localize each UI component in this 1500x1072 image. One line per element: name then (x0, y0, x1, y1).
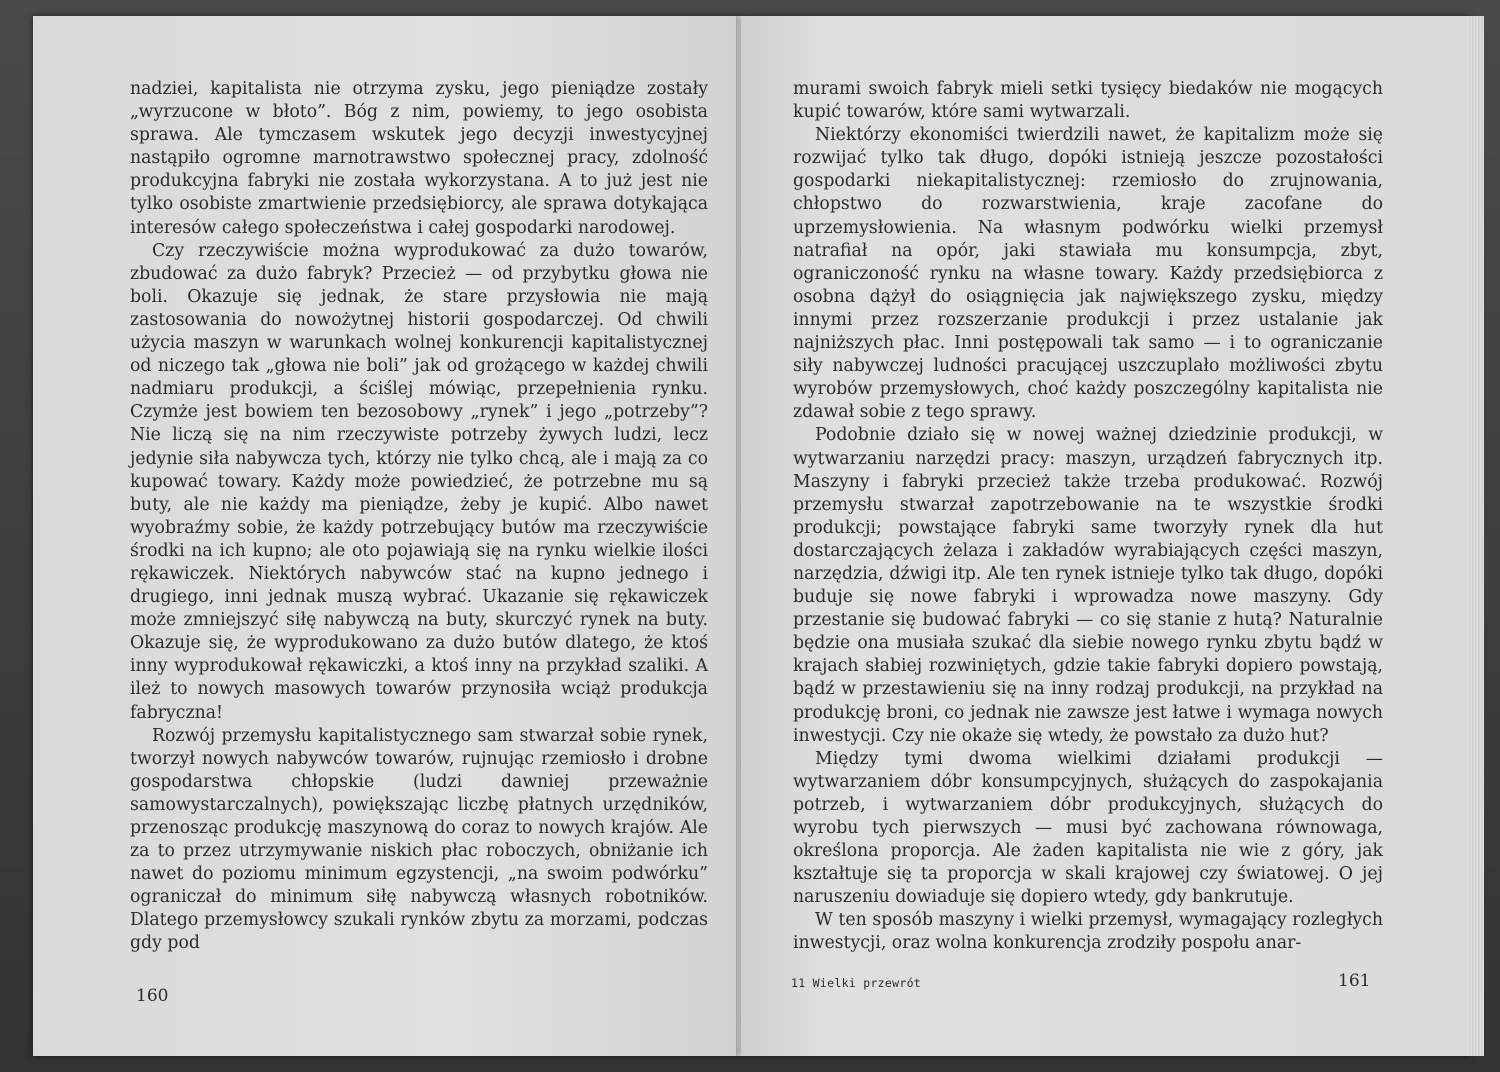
right-paragraph-5: W ten sposób maszyny i wielki przemysł, wymagający rozległych inwestycji, oraz wolna konkurencja zrodziły pospołu anar- (793, 910, 1383, 954)
right-paragraph-1: murami swoich fabryk mieli setki tysięcy biedaków nie mogących kupić towarów, które sami wytwarzali. (793, 79, 1383, 123)
page-edges (1470, 16, 1484, 1056)
right-paragraph-2: Niektórzy ekonomiści twierdzili nawet, że kapitalizm może się rozwijać tylko tak długo, dopóki istnieją jeszcze pozostałości gospodarki niekapitalistycznej: rzemiosło do zrujnowania, chłopstwo do rozwarstwienia, kraje zacofane do uprzemysłowienia. Na własnym podwórku wielki przemysł natrafiał na opór, jaki stawiała mu konsumpcja, zbyt, ograniczoność rynku na własne towary. Każdy przedsiębiorca z osobna dążył do osiągnięcia jak największego zysku, między innymi przez rozszerzanie produkcji i przez ustalanie jak najniższych płac. Inni postępowali tak samo — i to ograniczanie siły nabywczej ludności pracującej uszczuplało możliwości zbytu wyrobów przemysłowych, choć każdy poszczególny kapitalista nie zdawał sobie z tego sprawy. (793, 125, 1383, 423)
right-page-text (793, 78, 1383, 956)
left-page (33, 16, 741, 1056)
left-paragraph-3: Rozwój przemysłu kapitalistycznego sam stwarzał sobie rynek, tworzył nowych nabywców towarów, rujnując rzemiosło i drobne gospodarstwa chłopskie (ludzi dawniej przeważnie samowystarczalnych), powiększając liczbę płatnych urzędników, przenosząc produkcję maszynową do coraz to nowych krajów. Ale za to przez utrzymywanie niskich płac roboczych, obniżanie ich nawet do poziomu minimum egzystencji, „na swoim podwórku” ograniczał do minimum siłę nabywczą własnych robotników. Dlatego przemysłowcy szukali rynków zbytu za morzami, podczas gdy pod (130, 725, 708, 954)
left-paragraph-2: Czy rzeczywiście można wyprodukować za dużo towarów, zbudować za dużo fabryk? Przecież — od przybytku głowa nie boli. Okazuje się jednak, że stare przysłowia nie mają zastosowania do nowożytnej historii gospodarczej. Od chwili użycia maszyn w warunkach wolnej konkurencji kapitalistycznej od niczego tak „głowa nie boli” jak od grożącego w każdej chwili nadmiaru produkcji, a ściślej mówiąc, przepełnienia rynku. Czymże jest bowiem ten bezosobowy „rynek” i jego „potrzeby”? Nie liczą się na nim rzeczywiste potrzeby żywych ludzi, lecz jedynie siła nabywcza tych, którzy nie tylko chcą, ale i mają za co kupować towary. Każdy może powiedzieć, że potrzebne mu są buty, ale nie każdy ma pieniądze, żeby je kupić. Albo nawet wyobraźmy sobie, że każdy potrzebujący butów ma rzeczywiście środki na ich kupno; ale oto pojawiają się na rynku wielkie ilości rękawiczek. Niektórych nabywców stać na kupno jednego i drugiego, inni jednak muszą wybrać. Ukazanie się rękawiczek może zmniejszyć siłę nabywczą na buty, skurczyć rynek na buty. Okazuje się, że wyprodukowano za dużo butów dlatego, że ktoś inny wyprodukował rękawiczki, a ktoś inny na przykład szaliki. A ileż to nowych masowych towarów przynosiła wciąż produkcja fabryczna! (130, 240, 708, 723)
left-paragraph-1: nadziei, kapitalista nie otrzyma zysku, jego pieniądze zostały „wyrzucone w błoto”. Bóg z nim, powiemy, to jego osobista sprawa. Ale tymczasem wskutek jego decyzji inwestycyjnej nastąpiło ogromne marnotrawstwo społecznej pracy, zdolność produkcyjna fabryki nie została wykorzystana. A to już jest nie tylko osobiste zmartwienie przedsiębiorcy, ale sprawa dotykająca interesów całego społeczeństwa i całej gospodarki narodowej. (130, 79, 708, 238)
right-page-number: 161 (1338, 971, 1371, 991)
printer-signature: 11 Wielki przewrót (791, 976, 922, 990)
right-page (741, 16, 1470, 1056)
right-paragraph-3: Podobnie działo się w nowej ważnej dziedzinie produkcji, w wytwarzaniu narzędzi pracy: maszyn, urządzeń fabrycznych itp. Maszyny i fabryki przecież także trzeba produkować. Rozwój przemysłu stwarzał zapotrzebowanie na te wszystkie środki produkcji; powstające fabryki same tworzyły rynek dla hut dostarczających żelaza i zakładów wyrabiających części maszyn, narzędzia, dźwigi itp. Ale ten rynek istnieje tylko tak długo, dopóki buduje się nowe fabryki i wprowadza nowe maszyny. Gdy przestanie się budować fabryki — co się stanie z hutą? Naturalnie będzie ona musiała szukać dla siebie nowego rynku zbytu bądź w krajach słabiej rozwiniętych, gdzie takie fabryki dopiero powstają, bądź w przestawieniu się na inny rodzaj produkcji, na przykład na produkcję broni, co jednak nie zawsze jest łatwe i wymaga nowych inwestycji. Czy nie okaże się wtedy, że powstało za dużo hut? (793, 425, 1383, 746)
left-page-text (130, 78, 708, 956)
right-paragraph-4: Między tymi dwoma wielkimi działami produkcji — wytwarzaniem dóbr konsumpcyjnych, służących do zaspokajania potrzeb, i wytwarzaniem dóbr produkcyjnych, służących do wyrobu tych pierwszych — musi być zachowana równowaga, określona proporcja. Ale żaden kapitalista nie wie z góry, jak kształtuje się ta proporcja w skali krajowej czy światowej. O jej naruszeniu dowiaduje się dopiero wtedy, gdy bankrutuje. (793, 748, 1383, 908)
left-page-number: 160 (136, 986, 169, 1006)
